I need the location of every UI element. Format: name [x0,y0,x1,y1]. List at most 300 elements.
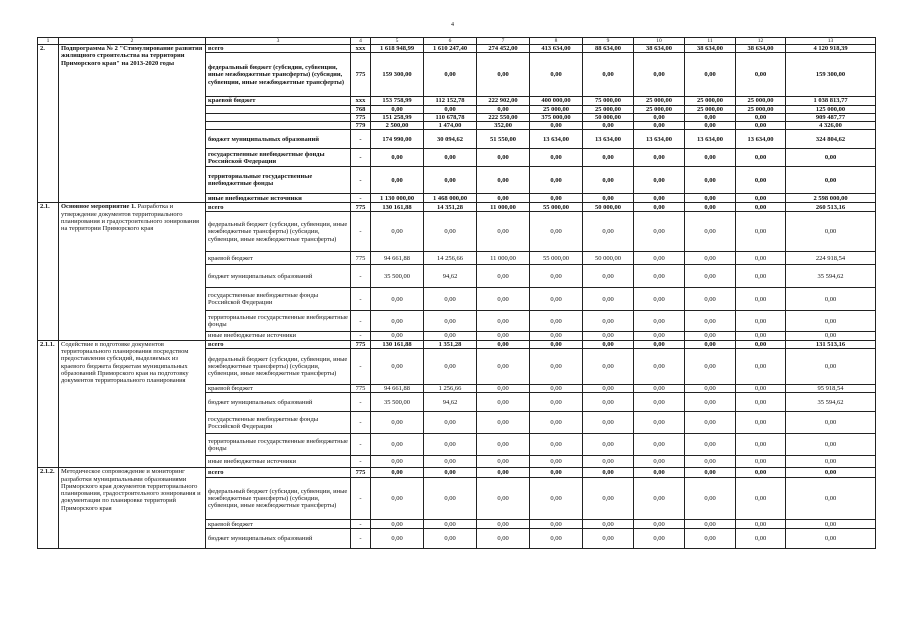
amount-cell: 0,00 [634,113,685,121]
amount-cell: 0,00 [371,349,424,385]
amount-cell: 0,00 [736,340,786,348]
amount-cell: 0,00 [583,385,634,393]
amount-cell: 0,00 [530,529,583,549]
funding-source: федеральный бюджет (субсидии, субвенции, иные межбюджетные трансферты) (субсидии, субвенции, иные межбюджетные трансферты) [206,53,351,97]
budget-code: - [351,288,371,311]
amount-cell: 0,00 [786,349,876,385]
column-number: 7 [477,38,530,45]
amount-cell: 11 000,00 [477,252,530,265]
amount-cell: 0,00 [371,167,424,194]
amount-cell: 400 000,00 [530,97,583,105]
amount-cell: 0,00 [477,212,530,252]
amount-cell: 0,00 [634,385,685,393]
amount-cell: 0,00 [685,434,736,456]
amount-cell: 1 130 000,00 [371,194,424,203]
amount-cell: 13 634,00 [736,130,786,149]
budget-code: - [351,478,371,520]
amount-cell: 0,00 [530,194,583,203]
amount-cell: 25 000,00 [685,105,736,113]
amount-cell: 151 258,99 [371,113,424,121]
amount-cell: 0,00 [736,252,786,265]
amount-cell: 0,00 [736,393,786,412]
amount-cell: 0,00 [736,212,786,252]
item-number: 2.1.1. [38,340,59,468]
amount-cell: 0,00 [583,332,634,340]
amount-cell: 0,00 [477,468,530,478]
amount-cell: 222 550,00 [477,113,530,121]
amount-cell: 0,00 [583,311,634,332]
amount-cell: 0,00 [583,122,634,130]
amount-cell: 94 661,88 [371,385,424,393]
budget-code: 775 [351,203,371,212]
amount-cell: 0,00 [371,529,424,549]
amount-cell: 0,00 [583,478,634,520]
amount-cell: 130 161,88 [371,203,424,212]
funding-source: бюджет муниципальных образований [206,130,351,149]
funding-source: всего [206,45,351,53]
column-number: 12 [736,38,786,45]
budget-code: - [351,149,371,167]
amount-cell: 30 094,62 [424,130,477,149]
funding-source: краевой бюджет [206,520,351,529]
amount-cell: 0,00 [736,468,786,478]
amount-cell: 0,00 [634,529,685,549]
amount-cell: 0,00 [583,393,634,412]
amount-cell: 0,00 [530,349,583,385]
amount-cell: 0,00 [371,212,424,252]
amount-cell: 0,00 [583,412,634,434]
item-name: Основное мероприятие 1. Разработка и утверждение документов территориального планирования и градостроительного зонирования на территории Приморского края [59,203,206,340]
funding-source: федеральный бюджет (субсидии, субвенции, иные межбюджетные трансферты) (субсидии, субвенции, иные межбюджетные трансферты) [206,478,351,520]
funding-source: краевой бюджет [206,252,351,265]
amount-cell: 0,00 [634,412,685,434]
budget-code: - [351,520,371,529]
amount-cell: 0,00 [736,434,786,456]
amount-cell: 1 474,00 [424,122,477,130]
amount-cell: 0,00 [371,332,424,340]
amount-cell: 0,00 [583,468,634,478]
column-number: 9 [583,38,634,45]
amount-cell: 174 990,00 [371,130,424,149]
amount-cell: 0,00 [424,167,477,194]
funding-source: федеральный бюджет (субсидии, субвенции, иные межбюджетные трансферты) (субсидии, субвенции, иные межбюджетные трансферты) [206,212,351,252]
amount-cell: 0,00 [530,385,583,393]
amount-cell: 0,00 [685,212,736,252]
budget-code: - [351,194,371,203]
amount-cell: 0,00 [583,265,634,288]
amount-cell: 13 634,00 [583,130,634,149]
budget-code: - [351,265,371,288]
amount-cell: 0,00 [685,349,736,385]
amount-cell: 0,00 [736,265,786,288]
amount-cell: 25 000,00 [530,105,583,113]
amount-cell: 0,00 [786,529,876,549]
budget-code: ххх [351,97,371,105]
amount-cell: 4 120 918,39 [786,45,876,53]
amount-cell: 55 000,00 [530,252,583,265]
amount-cell: 0,00 [371,288,424,311]
amount-cell: 0,00 [424,520,477,529]
budget-code: - [351,311,371,332]
funding-source: краевой бюджет [206,97,351,105]
amount-cell: 153 758,99 [371,97,424,105]
budget-code: 775 [351,340,371,348]
amount-cell: 0,00 [634,340,685,348]
amount-cell: 110 678,78 [424,113,477,121]
amount-cell: 0,00 [786,167,876,194]
amount-cell: 0,00 [685,149,736,167]
budget-table [37,37,876,549]
funding-source: государственные внебюджетные фонды Российской Федерации [206,149,351,167]
amount-cell: 0,00 [786,478,876,520]
amount-cell: 0,00 [371,520,424,529]
amount-cell: 0,00 [530,393,583,412]
amount-cell: 0,00 [424,412,477,434]
amount-cell: 0,00 [736,520,786,529]
amount-cell: 0,00 [634,265,685,288]
amount-cell: 0,00 [371,149,424,167]
budget-code: - [351,529,371,549]
amount-cell: 130 161,88 [371,340,424,348]
page-number: 4 [451,22,454,28]
amount-cell: 0,00 [736,478,786,520]
amount-cell: 0,00 [634,167,685,194]
amount-cell: 1 038 813,77 [786,97,876,105]
amount-cell: 0,00 [736,167,786,194]
amount-cell: 0,00 [685,113,736,121]
amount-cell: 0,00 [477,53,530,97]
budget-code: 775 [351,53,371,97]
table-row [38,340,876,348]
amount-cell: 4 326,00 [786,122,876,130]
amount-cell: 0,00 [736,288,786,311]
budget-code: - [351,434,371,456]
amount-cell: 94 661,88 [371,252,424,265]
amount-cell: 25 000,00 [685,97,736,105]
amount-cell: 125 000,00 [786,105,876,113]
amount-cell: 0,00 [424,434,477,456]
amount-cell: 0,00 [583,194,634,203]
amount-cell: 0,00 [530,340,583,348]
column-number: 8 [530,38,583,45]
column-number-row [38,38,876,45]
amount-cell: 0,00 [634,149,685,167]
amount-cell: 0,00 [685,393,736,412]
funding-source: федеральный бюджет (субсидии, субвенции, иные межбюджетные трансферты) (субсидии, субвенции, иные межбюджетные трансферты) [206,349,351,385]
budget-code: 775 [351,468,371,478]
column-number: 5 [371,38,424,45]
amount-cell: 0,00 [685,288,736,311]
amount-cell: 25 000,00 [736,97,786,105]
item-number: 2. [38,45,59,203]
amount-cell: 0,00 [736,529,786,549]
amount-cell: 0,00 [477,385,530,393]
budget-code: 768 [351,105,371,113]
amount-cell: 0,00 [530,456,583,468]
amount-cell: 0,00 [477,105,530,113]
amount-cell: 0,00 [371,456,424,468]
amount-cell: 159 300,00 [371,53,424,97]
funding-source: краевой бюджет [206,385,351,393]
amount-cell: 0,00 [634,53,685,97]
amount-cell: 0,00 [530,265,583,288]
budget-code: 775 [351,385,371,393]
amount-cell: 0,00 [634,203,685,212]
amount-cell: 0,00 [736,194,786,203]
amount-cell: 0,00 [583,149,634,167]
column-number: 13 [786,38,876,45]
amount-cell: 0,00 [530,332,583,340]
budget-code: - [351,456,371,468]
amount-cell: 0,00 [477,393,530,412]
amount-cell: 2 500,00 [371,122,424,130]
amount-cell: 11 000,00 [477,203,530,212]
budget-code: - [351,332,371,340]
amount-cell: 35 500,00 [371,265,424,288]
amount-cell: 1 351,28 [424,340,477,348]
amount-cell: 0,00 [634,393,685,412]
amount-cell: 0,00 [634,311,685,332]
amount-cell: 0,00 [685,53,736,97]
amount-cell: 0,00 [477,412,530,434]
amount-cell: 0,00 [736,349,786,385]
column-number: 2 [59,38,206,45]
amount-cell: 0,00 [424,149,477,167]
amount-cell: 0,00 [371,468,424,478]
amount-cell: 0,00 [736,385,786,393]
amount-cell: 0,00 [477,349,530,385]
amount-cell: 0,00 [477,434,530,456]
amount-cell: 0,00 [634,212,685,252]
amount-cell: 50 000,00 [583,203,634,212]
item-number: 2.1.2. [38,468,59,549]
amount-cell: 13 634,00 [530,130,583,149]
amount-cell: 0,00 [583,340,634,348]
amount-cell: 0,00 [685,529,736,549]
column-number: 4 [351,38,371,45]
funding-source [206,105,351,113]
budget-code: 775 [351,252,371,265]
funding-source: бюджет муниципальных образований [206,393,351,412]
amount-cell: 0,00 [583,167,634,194]
amount-cell: 0,00 [786,520,876,529]
amount-cell: 35 500,00 [371,393,424,412]
amount-cell: 38 634,00 [736,45,786,53]
funding-source: территориальные государственные внебюджетные фонды [206,311,351,332]
amount-cell: 0,00 [477,149,530,167]
amount-cell: 51 550,00 [477,130,530,149]
amount-cell: 88 634,00 [583,45,634,53]
amount-cell: 0,00 [424,478,477,520]
funding-source: иные внебюджетные источники [206,456,351,468]
amount-cell: 55 000,00 [530,203,583,212]
amount-cell: 0,00 [530,149,583,167]
amount-cell: 222 902,00 [477,97,530,105]
budget-code: - [351,393,371,412]
amount-cell: 0,00 [685,478,736,520]
column-number: 3 [206,38,351,45]
amount-cell: 0,00 [736,149,786,167]
amount-cell: 13 634,00 [685,130,736,149]
amount-cell: 0,00 [634,252,685,265]
amount-cell: 0,00 [736,203,786,212]
amount-cell: 0,00 [583,53,634,97]
amount-cell: 0,00 [424,53,477,97]
amount-cell: 0,00 [477,520,530,529]
amount-cell: 0,00 [786,311,876,332]
amount-cell: 0,00 [424,332,477,340]
funding-source: иные внебюджетные источники [206,194,351,203]
budget-code: - [351,130,371,149]
amount-cell: 0,00 [786,149,876,167]
amount-cell: 38 634,00 [685,45,736,53]
budget-code: 775 [351,113,371,121]
amount-cell: 0,00 [736,412,786,434]
funding-source: территориальные государственные внебюджетные фонды [206,434,351,456]
amount-cell: 375 000,00 [530,113,583,121]
amount-cell: 0,00 [786,332,876,340]
amount-cell: 0,00 [583,434,634,456]
amount-cell: 0,00 [685,468,736,478]
amount-cell: 0,00 [786,456,876,468]
budget-code: - [351,349,371,385]
amount-cell: 0,00 [634,349,685,385]
amount-cell: 0,00 [530,412,583,434]
amount-cell: 35 594,62 [786,265,876,288]
amount-cell: 0,00 [424,349,477,385]
amount-cell: 0,00 [530,122,583,130]
amount-cell: 0,00 [583,456,634,468]
amount-cell: 0,00 [685,167,736,194]
table-row [38,203,876,212]
amount-cell: 159 300,00 [786,53,876,97]
amount-cell: 0,00 [736,332,786,340]
amount-cell: 0,00 [634,288,685,311]
funding-source: всего [206,468,351,478]
item-name: Подпрограмма № 2 "Стимулирование развития жилищного строительства на территории Приморского края" на 2013-2020 годы [59,45,206,203]
amount-cell: 0,00 [634,468,685,478]
amount-cell: 909 487,77 [786,113,876,121]
amount-cell: 0,00 [530,520,583,529]
amount-cell: 324 804,62 [786,130,876,149]
amount-cell: 0,00 [786,212,876,252]
amount-cell: 25 000,00 [583,105,634,113]
amount-cell: 0,00 [786,288,876,311]
amount-cell: 260 513,16 [786,203,876,212]
amount-cell: 25 000,00 [634,97,685,105]
funding-source [206,113,351,121]
amount-cell: 0,00 [685,194,736,203]
funding-source: территориальные государственные внебюджетные фонды [206,167,351,194]
amount-cell: 0,00 [736,456,786,468]
amount-cell: 13 634,00 [634,130,685,149]
amount-cell: 50 000,00 [583,252,634,265]
amount-cell: 0,00 [371,412,424,434]
amount-cell: 0,00 [685,265,736,288]
funding-source: государственные внебюджетные фонды Российской Федерации [206,412,351,434]
amount-cell: 0,00 [530,212,583,252]
amount-cell: 25 000,00 [634,105,685,113]
funding-source: иные внебюджетные источники [206,332,351,340]
funding-source: бюджет муниципальных образований [206,265,351,288]
amount-cell: 0,00 [477,332,530,340]
amount-cell: 0,00 [371,105,424,113]
amount-cell: 0,00 [634,520,685,529]
budget-code: 779 [351,122,371,130]
amount-cell: 0,00 [371,311,424,332]
amount-cell: 94,62 [424,393,477,412]
amount-cell: 131 513,16 [786,340,876,348]
amount-cell: 0,00 [424,529,477,549]
amount-cell: 1 618 948,99 [371,45,424,53]
amount-cell: 0,00 [583,520,634,529]
amount-cell: 0,00 [685,332,736,340]
amount-cell: 0,00 [477,194,530,203]
amount-cell: 0,00 [477,167,530,194]
funding-source: государственные внебюджетные фонды Российской Федерации [206,288,351,311]
amount-cell: 0,00 [583,212,634,252]
amount-cell: 0,00 [634,332,685,340]
amount-cell: 0,00 [530,167,583,194]
amount-cell: 14 351,28 [424,203,477,212]
amount-cell: 0,00 [634,434,685,456]
amount-cell: 0,00 [530,478,583,520]
amount-cell: 50 000,00 [583,113,634,121]
amount-cell: 0,00 [736,53,786,97]
amount-cell: 0,00 [786,412,876,434]
amount-cell: 0,00 [371,434,424,456]
funding-source: всего [206,340,351,348]
item-number: 2.1. [38,203,59,340]
amount-cell: 0,00 [583,349,634,385]
amount-cell: 94,62 [424,265,477,288]
amount-cell: 0,00 [530,311,583,332]
budget-code: - [351,167,371,194]
amount-cell: 0,00 [530,468,583,478]
amount-cell: 0,00 [477,265,530,288]
amount-cell: 0,00 [634,194,685,203]
amount-cell: 0,00 [477,478,530,520]
amount-cell: 0,00 [477,529,530,549]
amount-cell: 0,00 [634,122,685,130]
amount-cell: 0,00 [424,105,477,113]
amount-cell: 0,00 [736,311,786,332]
amount-cell: 0,00 [371,478,424,520]
amount-cell: 0,00 [424,456,477,468]
amount-cell: 0,00 [477,340,530,348]
amount-cell: 1 256,66 [424,385,477,393]
amount-cell: 0,00 [786,468,876,478]
amount-cell: 0,00 [685,311,736,332]
amount-cell: 95 918,54 [786,385,876,393]
amount-cell: 0,00 [530,53,583,97]
amount-cell: 352,00 [477,122,530,130]
amount-cell: 0,00 [685,252,736,265]
amount-cell: 274 452,00 [477,45,530,53]
amount-cell: 0,00 [685,456,736,468]
amount-cell: 0,00 [685,203,736,212]
amount-cell: 0,00 [424,212,477,252]
amount-cell: 1 610 247,40 [424,45,477,53]
amount-cell: 14 256,66 [424,252,477,265]
amount-cell: 0,00 [736,113,786,121]
amount-cell: 0,00 [424,468,477,478]
amount-cell: 0,00 [685,412,736,434]
amount-cell: 0,00 [583,529,634,549]
amount-cell: 0,00 [477,456,530,468]
amount-cell: 0,00 [634,456,685,468]
amount-cell: 35 594,62 [786,393,876,412]
